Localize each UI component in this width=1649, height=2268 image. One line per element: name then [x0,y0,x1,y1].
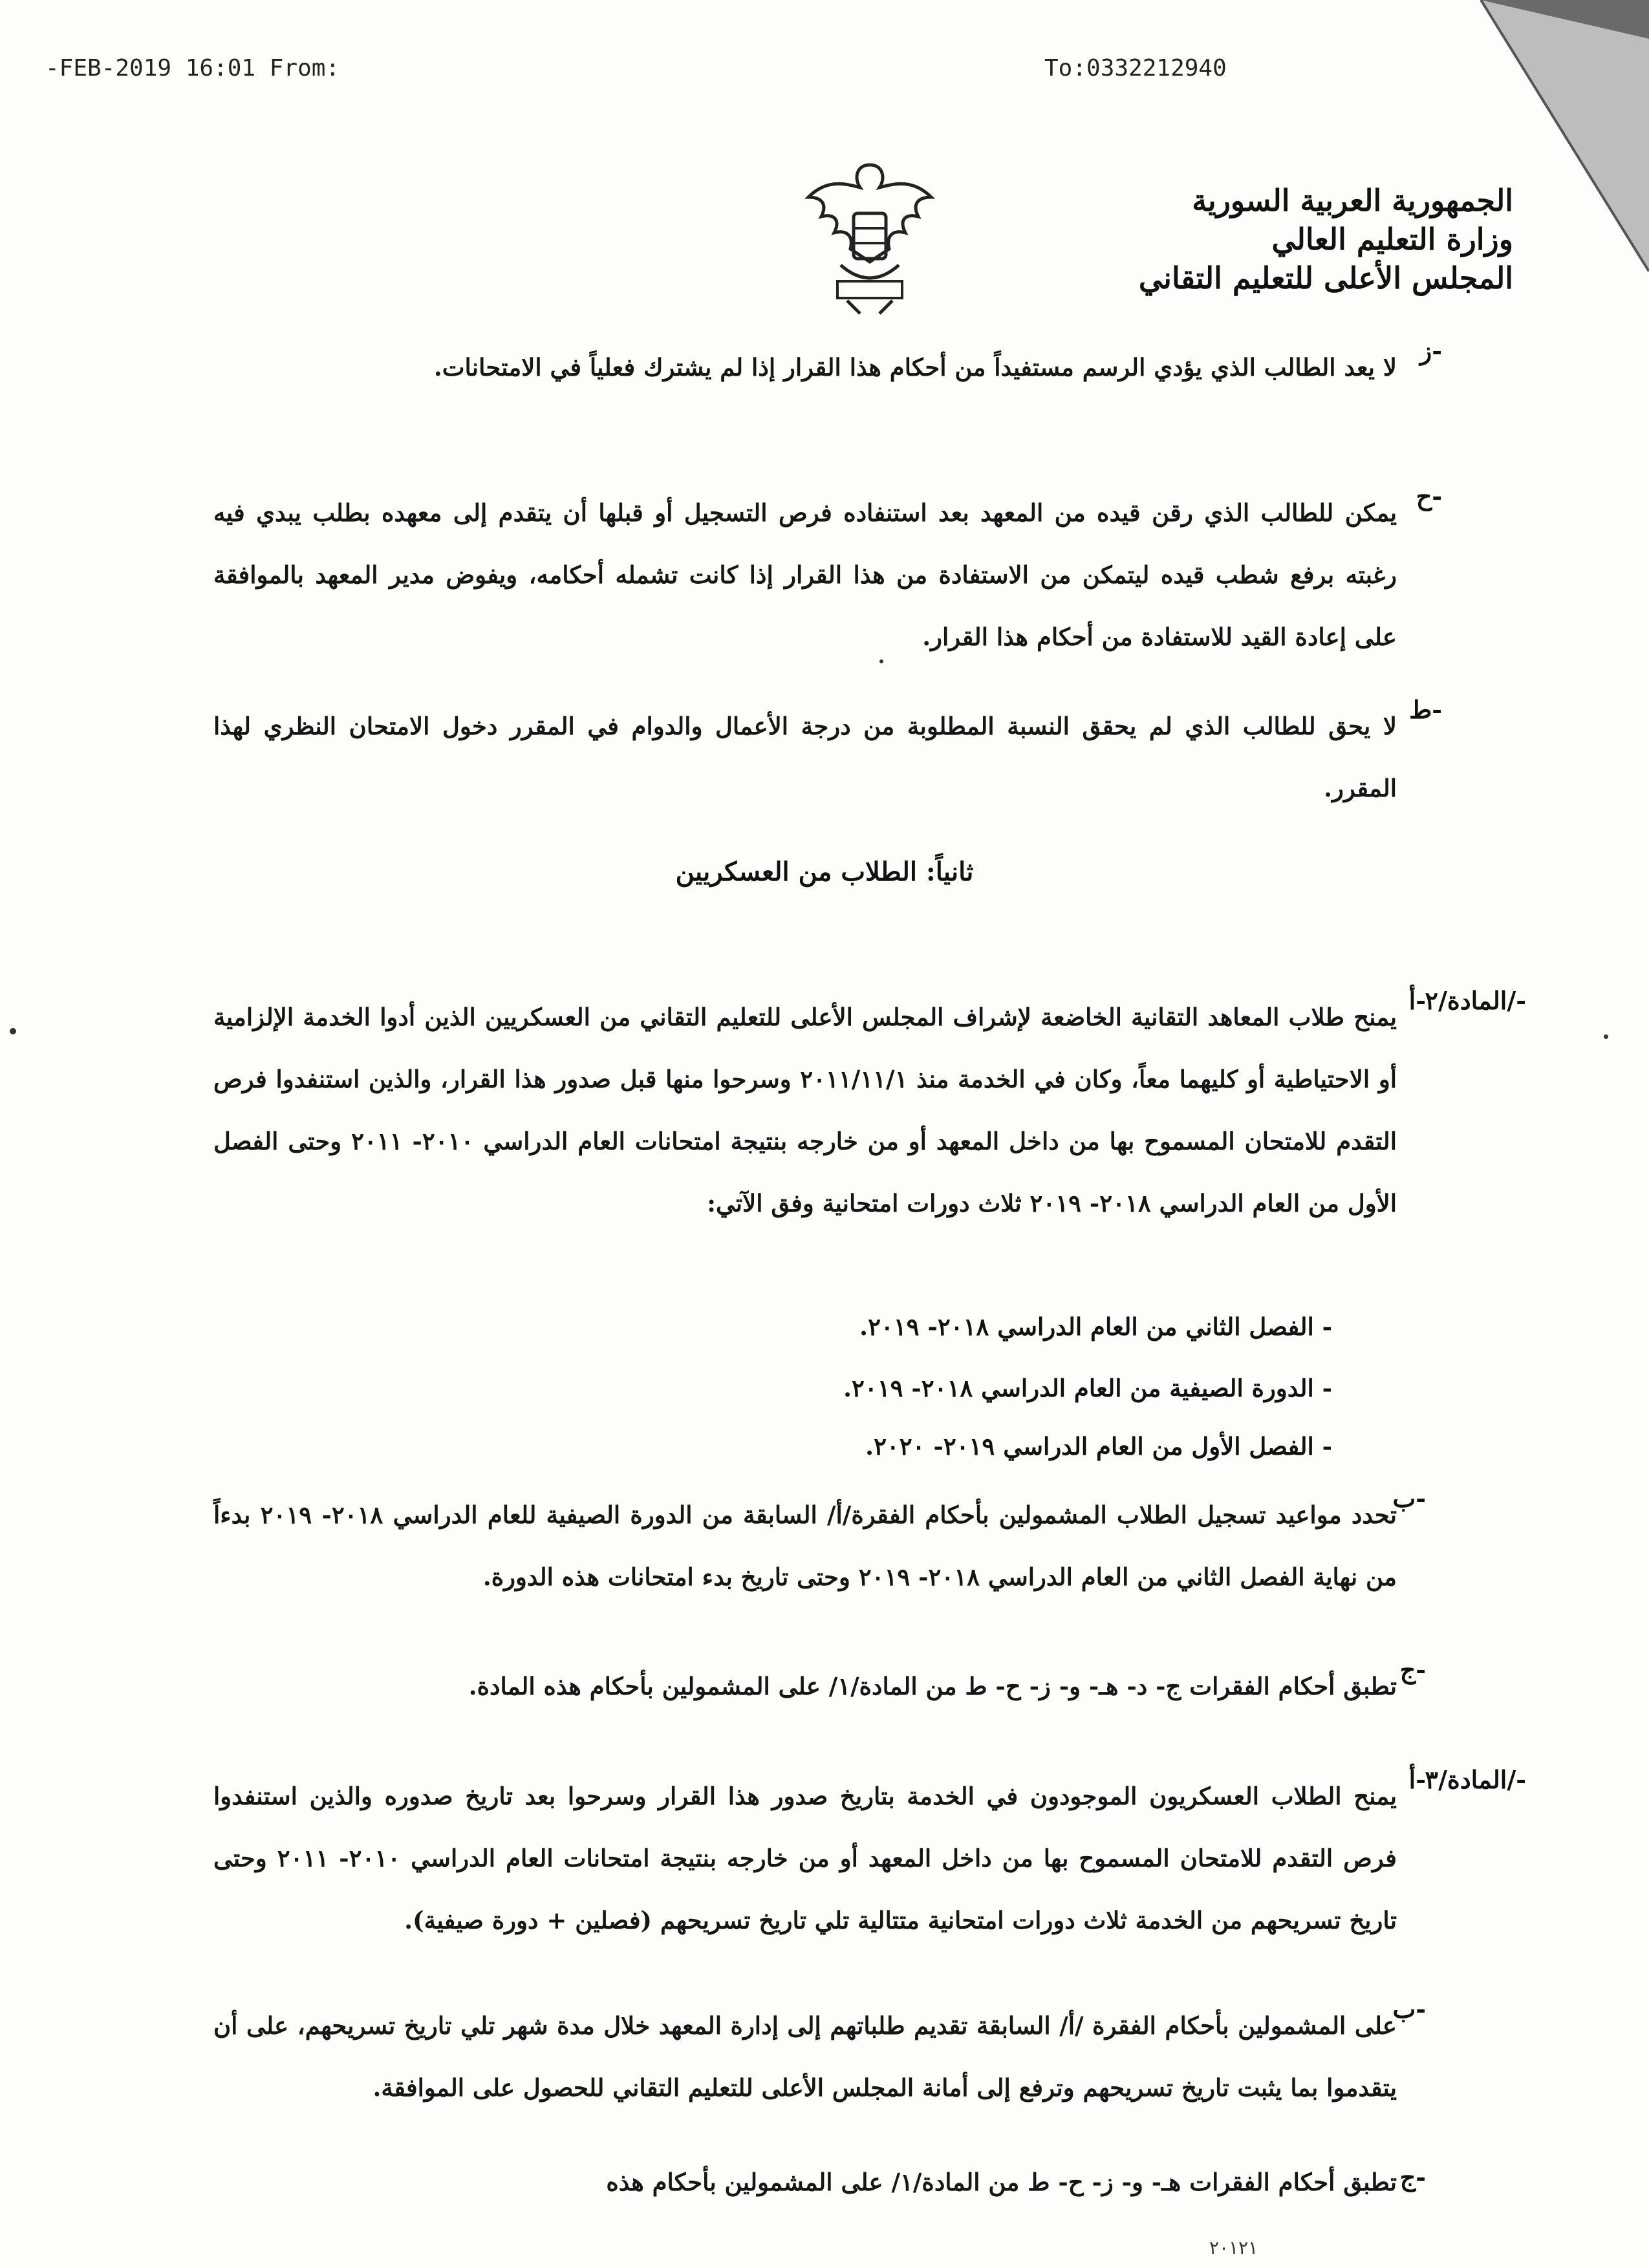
fax-sender-line: -FEB-2019 16:01 From: [45,55,340,81]
scan-speck [879,659,883,663]
clause-marker: ج- [1399,2163,1426,2192]
clause-h [213,482,1442,668]
clause-marker: ج- [1399,1655,1426,1684]
article-3-j [213,2163,1426,2201]
clause-t [213,695,1442,819]
clause-text: يمكن للطالب الذي رقن قيده من المعهد بعد استنفاده فرص التسجيل أو قبلها أن يتقدم إلى معهده بطلب يبدي فيه رغبته برفع شطب قيده ليتمكن من الاستفادة من هذا القرار إذا كانت تشمله أحكامه، ويفوض مدير المعهد بالموافقة على إعادة القيد للاستفادة من أحكام هذا القرار. [213,498,1397,651]
clause-text: يمنح طلاب المعاهد التقانية الخاضعة لإشراف المجلس الأعلى للتعليم التقاني من العسكريين الذين أدوا الخدمة الإلزامية أو الاحتياطية أو كليهما معاً، وكان في الخدمة منذ ٢٠١١/١١/١ وسرحوا منها قبل صدور هذا القرار، والذين استنفدوا فرص التقدم للامتحان المسموح بها من داخل المعهد أو من خارجه بنتيجة امتحانات العام الدراسي ٢٠١٠- ٢٠١١ وحتى الفصل الأول من العام الدراسي ٢٠١٨- ٢٠١٩ ثلاث دورات امتحانية وفق الآتي: [213,1003,1397,1217]
clause-text: تطبق أحكام الفقرات هـ- و- ز- ح- ط من المادة/١/ على المشمولين بأحكام هذه [606,2168,1397,2196]
exam-session-item: - الفصل الثاني من العام الدراسي ٢٠١٨- ٢٠١٩. [859,1312,1332,1341]
scan-speck [10,1028,16,1034]
article-3-a [213,1765,1526,1951]
clause-marker: ب- [1392,1995,1426,2024]
article-label: المادة/٢/- [1425,986,1526,1015]
article-label: المادة/٣/- [1425,1765,1526,1794]
scan-speck [1604,1034,1608,1039]
clause-text: يمنح الطلاب العسكريون الموجودون في الخدمة بتاريخ صدور هذا القرار وسرحوا بعد تاريخ صدوره والذين استنفدوا فرص التقدم للامتحان المسموح بها من داخل المعهد أو من خارجه بنتيجة امتحانات العام الدراسي ٢٠١٠- ٢٠١١ وحتى تاريخ تسريحهم من الخدمة ثلاث دورات امتحانية متتالية تلي تاريخ تسريحهم (فصلين + دورة صيفية). [213,1782,1397,1934]
letterhead [1061,181,1513,297]
clause-marker: أ- [1408,1765,1426,1794]
clause-text: لا يعد الطالب الذي يؤدي الرسم مستفيداً من أحكام هذا القرار إذا لم يشترك فعلياً في الامتحانات. [433,353,1397,381]
article-2-b [213,1484,1426,1608]
clause-text: تطبق أحكام الفقرات ج- د- هـ- و- ز- ح- ط من المادة/١/ على المشمولين بأحكام هذه المادة. [468,1672,1397,1700]
fax-header [0,39,1649,97]
page-number: ٢٠١٢١ [1209,2237,1258,2258]
exam-session-item: - الفصل الأول من العام الدراسي ٢٠١٩- ٢٠٢٠. [865,1432,1332,1460]
article-3-b [213,1995,1426,2119]
clause-text: لا يحق للطالب الذي لم يحقق النسبة المطلوبة من درجة الأعمال والدوام في المقرر دخول الامتحان النظري لهذا المقرر. [213,712,1397,802]
ministry-name: وزارة التعليم العالي [1271,222,1513,257]
clause-z [213,336,1442,398]
country-name: الجمهورية العربية السورية [1192,183,1513,218]
article-2-j [213,1655,1426,1717]
clause-text: على المشمولين بأحكام الفقرة /أ/ السابقة تقديم طلباتهم إلى إدارة المعهد خلال مدة شهر تلي تاريخ تسريحهم، على أن يتقدموا بما يثبت تاريخ تسريحهم وترفع إلى أمانة المجلس الأعلى للتعليم التقاني للحصول على الموافقة. [213,2011,1397,2102]
exam-session-item: - الدورة الصيفية من العام الدراسي ٢٠١٨- ٢٠١٩. [843,1374,1332,1402]
fax-recipient-line: To:0332212940 [1044,55,1227,81]
section-title: ثانياً: الطلاب من العسكريين [675,857,974,887]
state-emblem-icon [795,152,944,320]
clause-marker: ب- [1392,1484,1426,1513]
article-2-a [213,986,1526,1234]
clause-text: تحدد مواعيد تسجيل الطلاب المشمولين بأحكام الفقرة/أ/ السابقة من الدورة الصيفية للعام الدراسي ٢٠١٨- ٢٠١٩ بدءاً من نهاية الفصل الثاني من العام الدراسي ٢٠١٨- ٢٠١٩ وحتى تاريخ بدء امتحانات هذه الدورة. [213,1501,1397,1591]
clause-marker: ح- [1416,482,1442,511]
clause-marker: ز- [1419,336,1442,365]
council-name: المجلس الأعلى للتعليم التقاني [1138,261,1513,295]
clause-marker: أ- [1408,986,1426,1015]
clause-marker: ط- [1409,695,1442,724]
